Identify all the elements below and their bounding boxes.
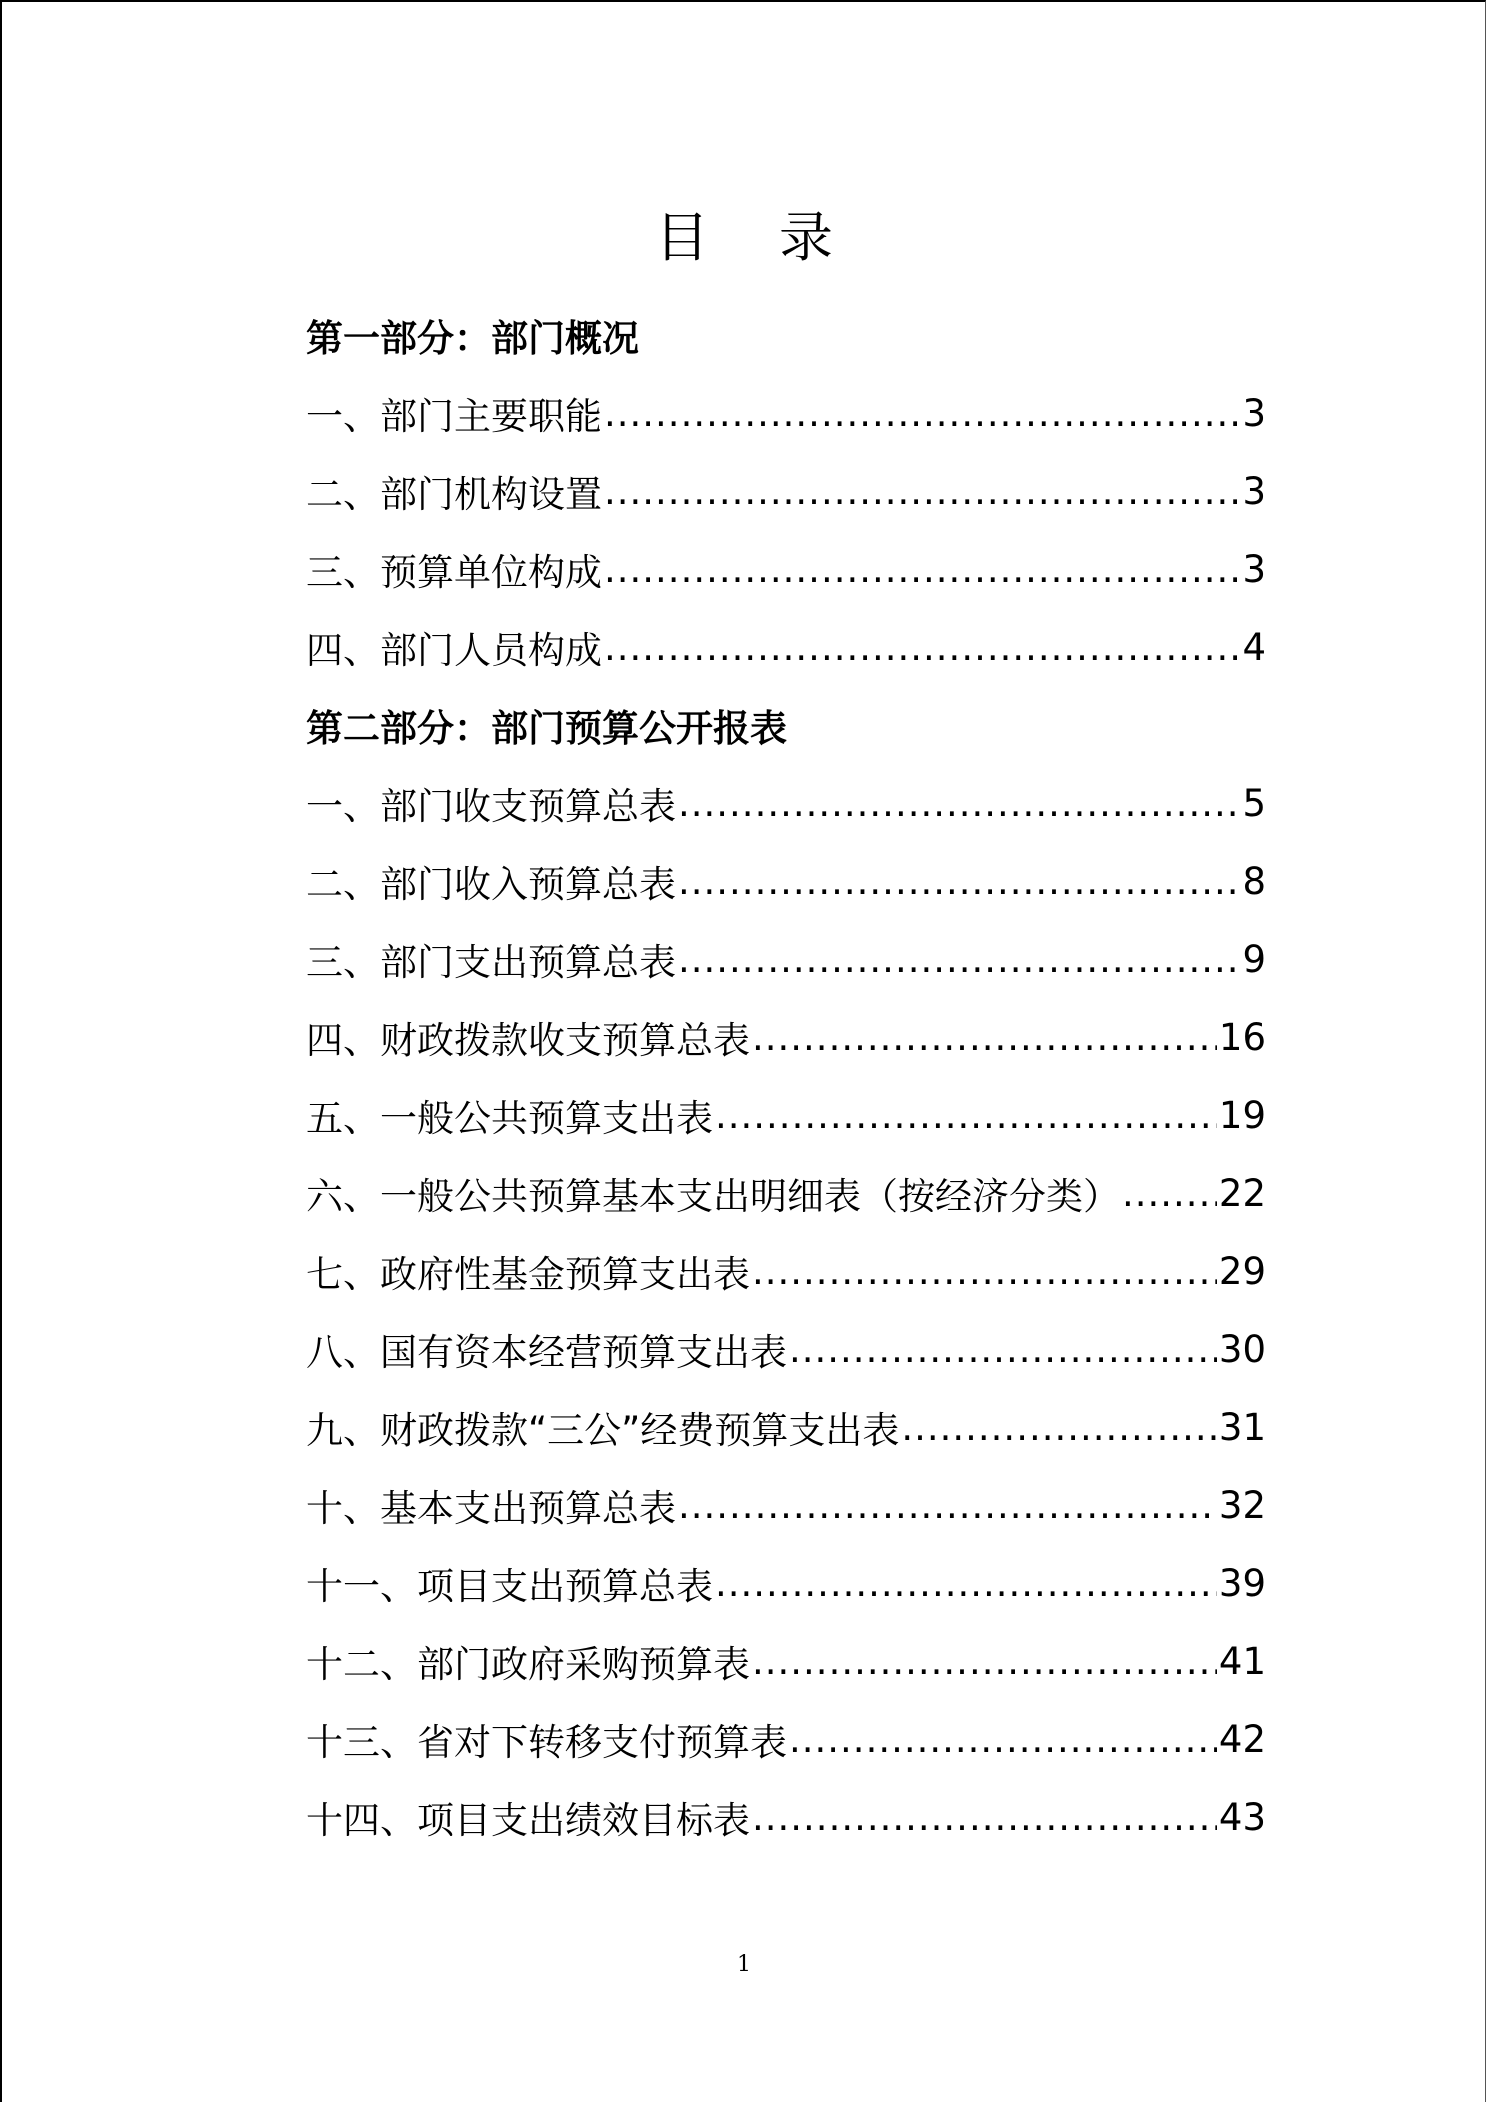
- toc-entry-label: 十四、项目支出绩效目标表: [306, 1799, 750, 1842]
- toc-entry[interactable]: [306, 920, 1266, 998]
- toc-entry[interactable]: [306, 374, 1266, 452]
- toc-dot-leader: [715, 1562, 1217, 1605]
- toc-entry-label: 四、财政拨款收支预算总表: [306, 1019, 750, 1062]
- toc-entry-page: 3: [1242, 469, 1266, 513]
- toc-entry-label: 十三、省对下转移支付预算表: [306, 1721, 787, 1764]
- toc-entry[interactable]: [306, 530, 1266, 608]
- toc-entry-page: 19: [1218, 1093, 1266, 1137]
- toc-entry-label: 二、部门收入预算总表: [306, 863, 676, 906]
- toc-title-part1: 目: [655, 206, 709, 269]
- toc-title: [0, 198, 1488, 278]
- toc-entry-label: 二、部门机构设置: [306, 473, 602, 516]
- toc-entry-page: 29: [1218, 1249, 1266, 1293]
- footer-page-number: 1: [737, 1952, 751, 1977]
- toc-entry-page: 32: [1218, 1483, 1266, 1527]
- toc-entry[interactable]: [306, 1388, 1266, 1466]
- section-heading-text: 第二部分：部门预算公开报表: [306, 707, 787, 750]
- toc-entry-page: 43: [1218, 1795, 1266, 1839]
- toc-dot-leader: [678, 860, 1240, 903]
- toc-entry-label: 九、财政拨款“三公”经费预算支出表: [306, 1409, 900, 1452]
- toc-entry-page: 3: [1242, 391, 1266, 435]
- toc-entry-label: 五、一般公共预算支出表: [306, 1097, 713, 1140]
- toc-dot-leader: [604, 470, 1240, 513]
- toc-entry[interactable]: [306, 1232, 1266, 1310]
- toc-dot-leader: [752, 1016, 1217, 1059]
- table-of-contents: [306, 296, 1266, 1856]
- toc-dot-leader: [604, 392, 1240, 435]
- toc-entry-page: 31: [1218, 1405, 1266, 1449]
- toc-entry-label: 十二、部门政府采购预算表: [306, 1643, 750, 1686]
- toc-dot-leader: [715, 1094, 1217, 1137]
- toc-dot-leader: [604, 548, 1240, 591]
- toc-entry[interactable]: [306, 998, 1266, 1076]
- toc-entry-page: 41: [1218, 1639, 1266, 1683]
- toc-dot-leader: [901, 1406, 1217, 1449]
- toc-entry-label: 一、部门主要职能: [306, 395, 602, 438]
- toc-entry[interactable]: [306, 452, 1266, 530]
- toc-entry[interactable]: [306, 1700, 1266, 1778]
- toc-dot-leader: [1122, 1172, 1217, 1215]
- toc-entry-label: 六、一般公共预算基本支出明细表（按经济分类）: [306, 1175, 1120, 1218]
- toc-entry-page: 8: [1242, 859, 1266, 903]
- toc-entry-page: 22: [1218, 1171, 1266, 1215]
- toc-dot-leader: [604, 626, 1240, 669]
- toc-entry-label: 十、基本支出预算总表: [306, 1487, 676, 1530]
- toc-entry[interactable]: [306, 1466, 1266, 1544]
- toc-dot-leader: [678, 1484, 1217, 1527]
- toc-entry-page: 42: [1218, 1717, 1266, 1761]
- toc-entry[interactable]: [306, 842, 1266, 920]
- toc-entry-page: 16: [1218, 1015, 1266, 1059]
- toc-entry-page: 5: [1242, 781, 1266, 825]
- toc-entry-page: 39: [1218, 1561, 1266, 1605]
- toc-entry-page: 30: [1218, 1327, 1266, 1371]
- toc-entry[interactable]: [306, 1544, 1266, 1622]
- toc-entry[interactable]: [306, 1076, 1266, 1154]
- toc-entry-page: 4: [1242, 625, 1266, 669]
- toc-entry[interactable]: [306, 1154, 1266, 1232]
- toc-entry-label: 一、部门收支预算总表: [306, 785, 676, 828]
- toc-dot-leader: [752, 1250, 1217, 1293]
- toc-entry-label: 七、政府性基金预算支出表: [306, 1253, 750, 1296]
- toc-entry-label: 十一、项目支出预算总表: [306, 1565, 713, 1608]
- toc-entry[interactable]: [306, 764, 1266, 842]
- toc-section-heading: [306, 686, 1266, 764]
- toc-entry-label: 八、国有资本经营预算支出表: [306, 1331, 787, 1374]
- toc-dot-leader: [678, 782, 1240, 825]
- toc-title-part2: 录: [779, 206, 833, 269]
- toc-entry-label: 三、部门支出预算总表: [306, 941, 676, 984]
- toc-dot-leader: [678, 938, 1240, 981]
- toc-entry-page: 3: [1242, 547, 1266, 591]
- toc-entry[interactable]: [306, 1310, 1266, 1388]
- toc-dot-leader: [789, 1718, 1217, 1761]
- toc-entry[interactable]: [306, 608, 1266, 686]
- toc-entry-page: 9: [1242, 937, 1266, 981]
- toc-entry-label: 三、预算单位构成: [306, 551, 602, 594]
- toc-section-heading: [306, 296, 1266, 374]
- toc-dot-leader: [752, 1796, 1217, 1839]
- toc-dot-leader: [752, 1640, 1217, 1683]
- toc-entry[interactable]: [306, 1778, 1266, 1856]
- toc-dot-leader: [789, 1328, 1217, 1371]
- toc-entry-label: 四、部门人员构成: [306, 629, 602, 672]
- toc-entry[interactable]: [306, 1622, 1266, 1700]
- section-heading-text: 第一部分：部门概况: [306, 317, 639, 360]
